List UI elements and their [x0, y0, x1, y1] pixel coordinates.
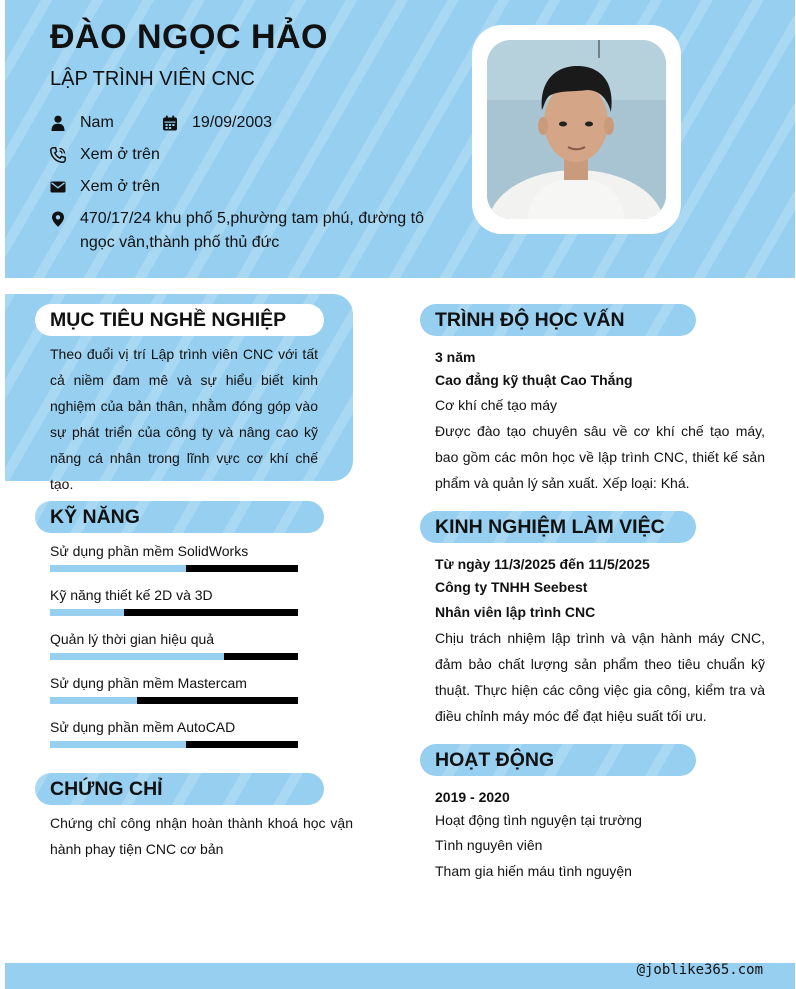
email-value: Xem ở trên [80, 178, 160, 195]
gender-value: Nam [80, 114, 114, 131]
skill-item [50, 718, 298, 748]
skill-item [50, 630, 298, 660]
education-heading: TRÌNH ĐỘ HỌC VẤN [420, 304, 696, 336]
experience-company: Công ty TNHH Seebest [435, 579, 588, 595]
activities-period: 2019 - 2020 [435, 789, 510, 805]
activity-item: Tình nguyên viên [435, 837, 543, 853]
calendar-icon [162, 115, 178, 131]
certificates-heading: CHỨNG CHỈ [35, 773, 324, 805]
dob-value: 19/09/2003 [192, 114, 273, 131]
footer-website: @joblike365.com [636, 962, 763, 978]
map-pin-icon [50, 211, 66, 227]
skill-label: Quản lý thời gian hiệu quả [50, 631, 215, 647]
photo-frame [472, 25, 681, 234]
envelope-icon [50, 179, 66, 195]
education-school: Cao đẳng kỹ thuật Cao Thắng [435, 372, 633, 388]
skill-label: Sử dụng phần mềm AutoCAD [50, 719, 236, 735]
objective-heading: MỤC TIÊU NGHỀ NGHIỆP [35, 304, 324, 336]
skill-bar [50, 653, 298, 660]
skill-bar [50, 697, 298, 704]
skill-bar [50, 741, 298, 748]
portrait-illustration [487, 40, 666, 219]
phone-icon [50, 147, 66, 163]
skill-item [50, 674, 298, 704]
skills-heading: KỸ NĂNG [35, 501, 324, 533]
education-duration: 3 năm [435, 349, 476, 365]
skill-bar-fill [50, 653, 224, 660]
person-icon [50, 115, 66, 131]
skill-bar-fill [50, 697, 137, 704]
education-major: Cơ khí chế tạo máy [435, 397, 558, 413]
header-banner [5, 0, 795, 278]
profile-photo [487, 40, 666, 219]
skill-bar-fill [50, 741, 186, 748]
skill-label: Sử dụng phần mềm SolidWorks [50, 543, 249, 559]
experience-position: Nhân viên lập trình CNC [435, 604, 596, 620]
footer-bar [5, 963, 795, 989]
activity-item: Hoạt động tình nguyện tại trường [435, 812, 642, 828]
job-title: LẬP TRÌNH VIÊN CNC [50, 68, 255, 90]
experience-period: Từ ngày 11/3/2025 đến 11/5/2025 [435, 556, 650, 572]
activities-heading: HOẠT ĐỘNG [420, 744, 696, 776]
candidate-name: ĐÀO NGỌC HẢO [50, 18, 328, 56]
skill-item [50, 542, 298, 572]
activity-item: Tham gia hiến máu tình nguyện [435, 863, 632, 879]
education-description: Được đào tạo chuyên sâu về cơ khí chế tạo máy, bao gồm các môn học về lập trình CNC, thiết kế sản phẩm và quản lý sản xuất. Xếp loại: Khá. [435, 423, 765, 491]
experience-heading: KINH NGHIỆM LÀM VIỆC [420, 511, 696, 543]
address-value: 470/17/24 khu phố 5,phường tam phú, đường tô ngọc vân,thành phố thủ đức [80, 210, 424, 251]
experience-description: Chịu trách nhiệm lập trình và vận hành máy CNC, đảm bảo chất lượng sản phẩm theo tiêu chuẩn kỹ thuật. Thực hiện các công việc gia công, kiểm tra và điều chỉnh máy móc để đạt hiệu suất tối ưu. [435, 630, 765, 724]
certificates-text: Chứng chỉ công nhận hoàn thành khoá học vận hành phay tiện CNC cơ bản [50, 815, 353, 857]
skill-label: Sử dụng phần mềm Mastercam [50, 675, 247, 691]
skill-bar-fill [50, 565, 186, 572]
skill-item [50, 586, 298, 616]
skill-bar [50, 609, 298, 616]
phone-value: Xem ở trên [80, 146, 160, 163]
objective-text: Theo đuổi vị trí Lập trình viên CNC với tất cả niềm đam mê và sự hiểu biết kinh nghiệm của bản thân, nhằm đóng góp vào sự phát triển của công ty và nâng cao kỹ năng cá nhân trong lĩnh vực cơ khí chế tạo. [50, 346, 318, 492]
skill-bar [50, 565, 298, 572]
skill-label: Kỹ năng thiết kế 2D và 3D [50, 587, 213, 603]
skill-bar-fill [50, 609, 124, 616]
